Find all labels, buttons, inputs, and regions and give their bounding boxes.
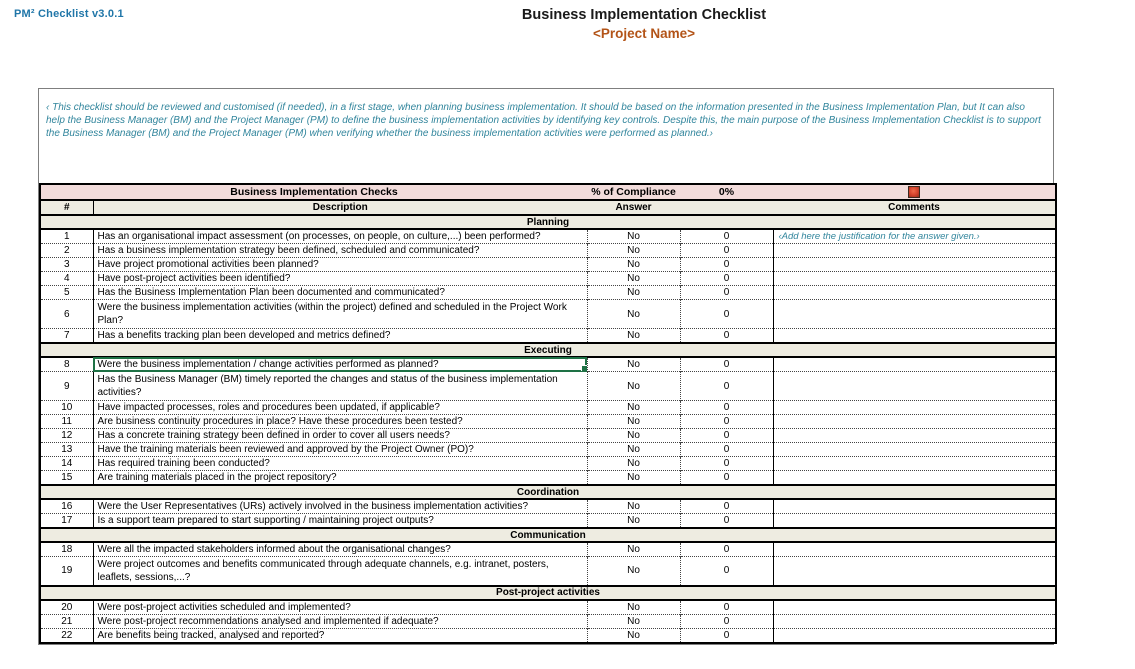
row-comment[interactable] <box>773 415 1056 429</box>
row-compliance[interactable]: 0 <box>680 471 773 486</box>
row-description[interactable]: Has required training been conducted? <box>93 457 587 471</box>
row-compliance[interactable]: 0 <box>680 614 773 628</box>
row-number: 17 <box>40 514 93 529</box>
row-number: 14 <box>40 457 93 471</box>
row-answer-cell[interactable]: No <box>587 415 680 429</box>
checklist-row <box>40 457 1056 471</box>
row-comment[interactable] <box>773 300 1056 329</box>
compliance-value: 0% <box>680 184 773 200</box>
section-header-row <box>40 528 1056 542</box>
checklist-row <box>40 499 1056 514</box>
row-compliance[interactable]: 0 <box>680 300 773 329</box>
section-title: Coordination <box>40 485 1056 499</box>
row-compliance[interactable]: 0 <box>680 272 773 286</box>
row-description[interactable]: Has a benefits tracking plan been developed and metrics defined? <box>93 329 587 344</box>
row-number: 5 <box>40 286 93 300</box>
checklist-table <box>39 183 1057 644</box>
row-comment[interactable] <box>773 372 1056 401</box>
row-comment[interactable] <box>773 628 1056 643</box>
checklist-row <box>40 258 1056 272</box>
row-comment[interactable] <box>773 258 1056 272</box>
row-compliance[interactable]: 0 <box>680 514 773 529</box>
checklist-row <box>40 286 1056 300</box>
page-title: Business Implementation Checklist <box>521 7 767 23</box>
row-description[interactable]: Were post-project recommendations analysed and implemented if adequate? <box>93 614 587 628</box>
checklist-row <box>40 514 1056 529</box>
row-answer-cell[interactable]: No <box>587 244 680 258</box>
checklist-row <box>40 401 1056 415</box>
checklist-row <box>40 471 1056 486</box>
column-header-row <box>40 200 1056 215</box>
row-number: 12 <box>40 429 93 443</box>
row-compliance[interactable]: 0 <box>680 258 773 272</box>
row-comment[interactable] <box>773 471 1056 486</box>
row-number: 22 <box>40 628 93 643</box>
row-number: 8 <box>40 357 93 372</box>
row-answer-cell[interactable]: No <box>587 300 680 329</box>
section-header-row <box>40 343 1056 357</box>
red-status-icon <box>908 186 920 198</box>
row-comment[interactable] <box>773 457 1056 471</box>
row-description[interactable]: Has a concrete training strategy been defined in order to cover all users needs? <box>93 429 587 443</box>
row-compliance[interactable]: 0 <box>680 229 773 244</box>
row-compliance[interactable]: 0 <box>680 557 773 586</box>
row-description[interactable]: Were the User Representatives (URs) actively involved in the business implementation activities? <box>93 499 587 514</box>
row-compliance[interactable]: 0 <box>680 329 773 344</box>
row-description[interactable]: Are training materials placed in the project repository? <box>93 471 587 486</box>
row-comment[interactable] <box>773 514 1056 529</box>
checklist-row <box>40 229 1056 244</box>
row-comment[interactable] <box>773 357 1056 372</box>
row-number: 16 <box>40 499 93 514</box>
checklist-row <box>40 300 1056 329</box>
row-answer-cell[interactable]: No <box>587 628 680 643</box>
row-answer-cell[interactable]: No <box>587 542 680 557</box>
row-number: 11 <box>40 415 93 429</box>
section-header-row <box>40 215 1056 229</box>
row-description[interactable]: Were project outcomes and benefits communicated through adequate channels, e.g. intranet, posters, leaflets, sessions,...? <box>93 557 587 586</box>
row-description[interactable]: Are benefits being tracked, analysed and reported? <box>93 628 587 643</box>
checklist-row <box>40 542 1056 557</box>
row-answer-cell[interactable]: No <box>587 372 680 401</box>
checklist-sheet <box>38 88 1054 645</box>
checklist-row <box>40 244 1056 258</box>
row-description[interactable]: Has the Business Implementation Plan been documented and communicated? <box>93 286 587 300</box>
section-title: Communication <box>40 528 1056 542</box>
row-answer-cell[interactable]: No <box>587 272 680 286</box>
row-number: 18 <box>40 542 93 557</box>
row-comment[interactable] <box>773 542 1056 557</box>
row-answer-cell[interactable]: No <box>587 401 680 415</box>
row-answer-cell[interactable]: No <box>587 614 680 628</box>
row-answer-cell[interactable]: No <box>587 600 680 615</box>
row-comment[interactable] <box>773 244 1056 258</box>
row-number: 4 <box>40 272 93 286</box>
row-compliance[interactable]: 0 <box>680 457 773 471</box>
row-comment[interactable]: ‹Add here the justification for the answer given.› <box>778 231 980 242</box>
app-version-label: PM² Checklist v3.0.1 <box>14 8 124 20</box>
row-compliance[interactable]: 0 <box>680 600 773 615</box>
page-header <box>522 7 766 41</box>
row-description[interactable]: Has the Business Manager (BM) timely reported the changes and status of the business implementation activities? <box>93 372 587 401</box>
checklist-row <box>40 329 1056 344</box>
row-comment[interactable] <box>773 429 1056 443</box>
row-number: 10 <box>40 401 93 415</box>
table-banner-row <box>40 184 1056 200</box>
row-description[interactable]: Have post-project activities been identified? <box>93 272 587 286</box>
row-answer-cell[interactable]: No <box>587 499 680 514</box>
col-header-compliance <box>680 200 773 215</box>
row-compliance[interactable]: 0 <box>680 542 773 557</box>
row-answer-cell[interactable]: No <box>587 514 680 529</box>
project-name: <Project Name> <box>592 26 696 41</box>
row-compliance[interactable]: 0 <box>680 357 773 372</box>
row-compliance[interactable]: 0 <box>680 429 773 443</box>
checklist-row <box>40 357 1056 372</box>
col-header-comments: Comments <box>773 200 1056 215</box>
row-number: 15 <box>40 471 93 486</box>
row-comment[interactable] <box>773 401 1056 415</box>
section-title: Post-project activities <box>40 586 1056 600</box>
row-compliance[interactable]: 0 <box>680 443 773 457</box>
row-comment[interactable] <box>773 600 1056 615</box>
col-header-description: Description <box>93 200 587 215</box>
checklist-row <box>40 557 1056 586</box>
row-compliance[interactable]: 0 <box>680 499 773 514</box>
section-title: Executing <box>40 343 1056 357</box>
row-number: 1 <box>40 229 93 244</box>
row-number: 6 <box>40 300 93 329</box>
row-answer-cell[interactable]: No <box>587 286 680 300</box>
row-compliance[interactable]: 0 <box>680 286 773 300</box>
row-description[interactable]: Were all the impacted stakeholders informed about the organisational changes? <box>93 542 587 557</box>
row-comment[interactable] <box>773 286 1056 300</box>
row-comment[interactable] <box>773 614 1056 628</box>
row-description[interactable]: Has a business implementation strategy been defined, scheduled and communicated? <box>93 244 587 258</box>
row-comment[interactable] <box>773 443 1056 457</box>
row-answer-cell[interactable]: No <box>587 329 680 344</box>
row-comment[interactable] <box>773 329 1056 344</box>
checklist-body <box>40 215 1056 643</box>
checklist-row <box>40 614 1056 628</box>
row-number: 9 <box>40 372 93 401</box>
section-header-row <box>40 586 1056 600</box>
row-number: 7 <box>40 329 93 344</box>
checklist-row <box>40 429 1056 443</box>
row-answer-cell[interactable]: No <box>587 258 680 272</box>
row-description[interactable]: Were the business implementation / change activities performed as planned? <box>93 357 587 372</box>
row-compliance[interactable]: 0 <box>680 401 773 415</box>
row-description[interactable]: Were post-project activities scheduled and implemented? <box>93 600 587 615</box>
col-header-num: # <box>40 200 93 215</box>
row-number: 20 <box>40 600 93 615</box>
row-description[interactable]: Were the business implementation activities (within the project) defined and scheduled in the Project Work Plan? <box>93 300 587 329</box>
checklist-row <box>40 600 1056 615</box>
checklist-row <box>40 272 1056 286</box>
row-description[interactable]: Have project promotional activities been planned? <box>93 258 587 272</box>
compliance-label: % of Compliance <box>587 184 680 200</box>
row-number: 13 <box>40 443 93 457</box>
row-description[interactable]: Has an organisational impact assessment (on processes, on people, on culture,...) been performed? <box>93 229 587 244</box>
row-answer-cell[interactable]: No <box>587 357 680 372</box>
row-description[interactable]: Have the training materials been reviewed and approved by the Project Owner (PO)? <box>93 443 587 457</box>
status-indicator-cell <box>773 184 1056 200</box>
instructions-note: ‹ This checklist should be reviewed and customised (if needed), in a first stage, when planning business implementation. It should be based on the information presented in the Business Implementation Plan, but It can also help the Business Manager (BM) and the Project Manager (PM) to define the business implementation activities by identifying key controls. Despite this, the main purpose of the Business Implementation Checklist is to support the Business Manager (BM) and the Project Manager (PM) when verifying whether the business implementation activities were performed as planned.› <box>46 102 1041 140</box>
row-number: 21 <box>40 614 93 628</box>
row-compliance[interactable]: 0 <box>680 244 773 258</box>
checklist-row <box>40 628 1056 643</box>
row-answer-cell[interactable]: No <box>587 557 680 586</box>
col-header-answer: Answer <box>587 200 680 215</box>
row-answer-cell[interactable]: No <box>587 429 680 443</box>
row-comment[interactable] <box>773 272 1056 286</box>
checklist-row <box>40 372 1056 401</box>
row-answer-cell[interactable]: No <box>587 471 680 486</box>
row-number: 3 <box>40 258 93 272</box>
row-answer-cell[interactable]: No <box>587 229 680 244</box>
checklist-row <box>40 415 1056 429</box>
row-answer-cell[interactable]: No <box>587 443 680 457</box>
row-comment[interactable] <box>773 499 1056 514</box>
banner-title: Business Implementation Checks <box>40 184 587 200</box>
row-description[interactable]: Are business continuity procedures in place? Have these procedures been tested? <box>93 415 587 429</box>
section-header-row <box>40 485 1056 499</box>
checklist-row <box>40 443 1056 457</box>
row-number: 19 <box>40 557 93 586</box>
row-description[interactable]: Is a support team prepared to start supporting / maintaining project outputs? <box>93 514 587 529</box>
row-answer-cell[interactable]: No <box>587 457 680 471</box>
row-description[interactable]: Have impacted processes, roles and procedures been updated, if applicable? <box>93 401 587 415</box>
row-compliance[interactable]: 0 <box>680 628 773 643</box>
section-title: Planning <box>40 215 1056 229</box>
row-compliance[interactable]: 0 <box>680 372 773 401</box>
row-compliance[interactable]: 0 <box>680 415 773 429</box>
row-number: 2 <box>40 244 93 258</box>
row-comment[interactable] <box>773 557 1056 586</box>
